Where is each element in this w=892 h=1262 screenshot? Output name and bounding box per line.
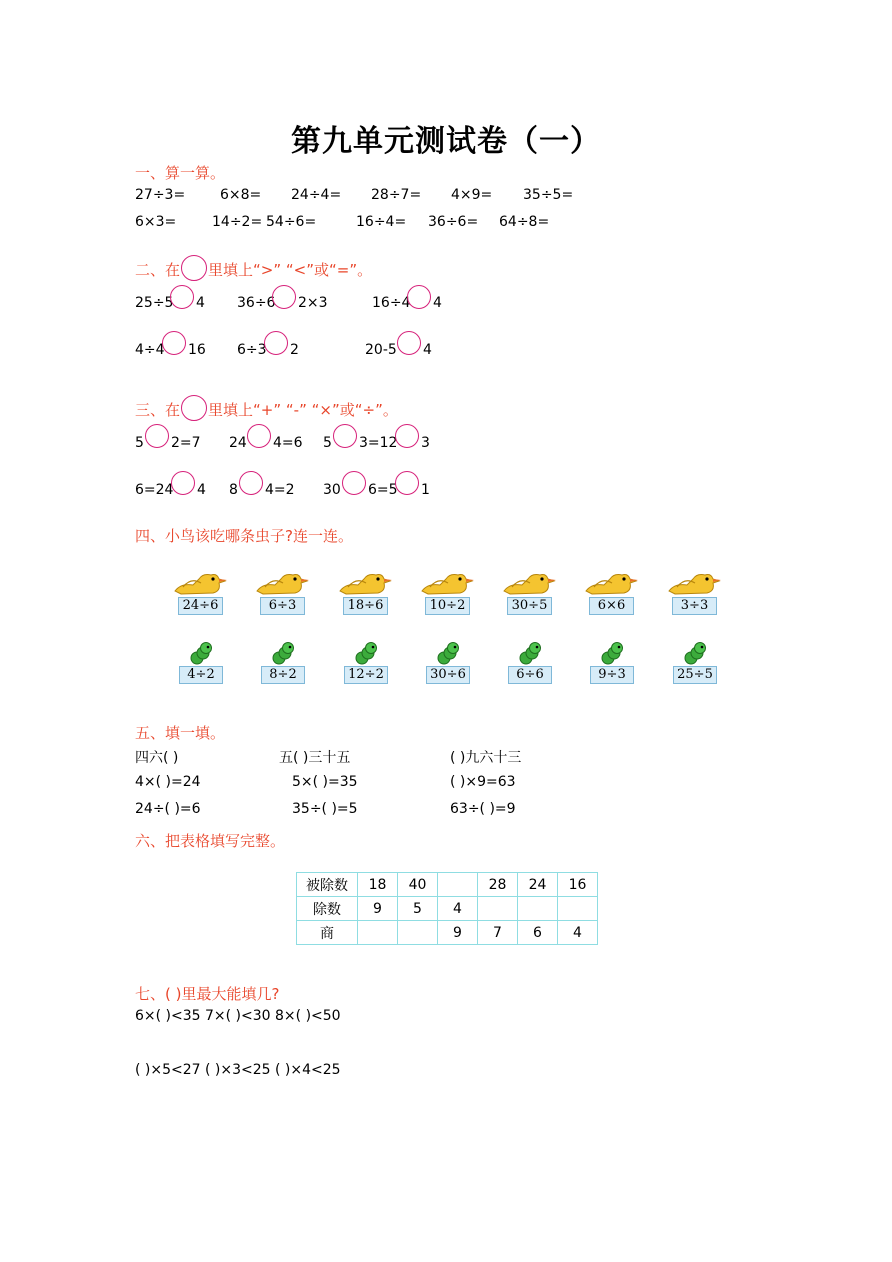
expr-part: 4=2 (265, 482, 295, 498)
table-cell: 6 (518, 921, 558, 945)
expr-part: 24 (229, 435, 247, 451)
calc-item: 16÷4= (356, 214, 407, 230)
compare-left: 16÷4 (372, 295, 411, 311)
table-row (297, 873, 598, 897)
calc-item: 35÷5= (523, 187, 574, 203)
worm-icon (683, 641, 709, 669)
fill-item: ( )九六十三 (450, 750, 522, 766)
worm-icon (354, 641, 380, 669)
table-row (297, 921, 598, 945)
section-6-heading: 六、把表格填写完整。 (135, 832, 286, 850)
worm-label[interactable]: 9÷3 (590, 666, 634, 684)
expr-part: 3 (421, 435, 430, 451)
bird-label[interactable]: 10÷2 (425, 597, 470, 615)
worm-label[interactable]: 12÷2 (344, 666, 388, 684)
compare-left: 6÷3 (237, 342, 267, 358)
inequality-row: ( )×5<27 ( )×3<25 ( )×4<25 (135, 1062, 341, 1078)
table-cell: 18 (358, 873, 398, 897)
table-cell[interactable] (358, 921, 398, 945)
compare-left: 4÷4 (135, 342, 165, 358)
fill-item: ( )×9=63 (450, 774, 516, 790)
answer-circle[interactable] (247, 424, 271, 448)
table-cell[interactable] (398, 921, 438, 945)
calc-item: 54÷6= (266, 214, 317, 230)
fill-item: 四六( ) (135, 750, 179, 766)
section-2-heading (135, 255, 372, 281)
bird-label[interactable]: 6×6 (589, 597, 634, 615)
compare-right: 2×3 (298, 295, 328, 311)
table-cell[interactable] (518, 897, 558, 921)
answer-circle[interactable] (264, 331, 288, 355)
expr-part: 6=24 (135, 482, 174, 498)
section-1-heading: 一、算一算。 (135, 164, 226, 182)
answer-circle[interactable] (407, 285, 431, 309)
worm-icon (518, 641, 544, 669)
table-row (297, 897, 598, 921)
calc-item: 64÷8= (499, 214, 550, 230)
expr-part: 4 (197, 482, 206, 498)
answer-circle[interactable] (145, 424, 169, 448)
page-title: 第九单元测试卷（一） (291, 124, 601, 159)
answer-circle[interactable] (395, 424, 419, 448)
fill-item: 35÷( )=5 (292, 801, 358, 817)
bird-label[interactable]: 6÷3 (260, 597, 305, 615)
calc-item: 27÷3= (135, 187, 186, 203)
expr-part: 30 (323, 482, 341, 498)
answer-circle[interactable] (272, 285, 296, 309)
worm-label[interactable]: 6÷6 (508, 666, 552, 684)
calc-item: 28÷7= (371, 187, 422, 203)
table-cell[interactable] (558, 897, 598, 921)
table-cell: 除数 (297, 897, 358, 921)
table-cell: 28 (478, 873, 518, 897)
fill-item: 5×( )=35 (292, 774, 358, 790)
table-cell: 5 (398, 897, 438, 921)
table-cell: 40 (398, 873, 438, 897)
table-cell: 9 (438, 921, 478, 945)
expr-part: 2=7 (171, 435, 201, 451)
bird-label[interactable]: 30÷5 (507, 597, 552, 615)
worm-label[interactable]: 4÷2 (179, 666, 223, 684)
expr-part: 6=5 (368, 482, 398, 498)
table-cell[interactable] (478, 897, 518, 921)
calc-item: 24÷4= (291, 187, 342, 203)
worm-icon (436, 641, 462, 669)
calc-item: 36÷6= (428, 214, 479, 230)
compare-right: 4 (423, 342, 432, 358)
division-table (296, 872, 598, 945)
table-cell: 4 (558, 921, 598, 945)
worm-label[interactable]: 30÷6 (426, 666, 470, 684)
table-cell: 9 (358, 897, 398, 921)
compare-right: 16 (188, 342, 206, 358)
section-5-heading: 五、填一填。 (135, 724, 226, 742)
expr-part: 3=12 (359, 435, 398, 451)
answer-circle[interactable] (342, 471, 366, 495)
compare-right: 4 (196, 295, 205, 311)
fill-item: 63÷( )=9 (450, 801, 516, 817)
bird-label[interactable]: 3÷3 (672, 597, 717, 615)
circle-icon (181, 255, 207, 281)
calc-item: 4×9= (451, 187, 493, 203)
compare-left: 20-5 (365, 342, 397, 358)
worm-label[interactable]: 25÷5 (673, 666, 717, 684)
worm-label[interactable]: 8÷2 (261, 666, 305, 684)
section-7-heading: 七、( )里最大能填几? (135, 985, 280, 1003)
compare-right: 2 (290, 342, 299, 358)
section-3-heading (135, 395, 398, 421)
table-cell: 被除数 (297, 873, 358, 897)
calc-item: 14÷2= (212, 214, 263, 230)
heading-text: 二、在 (135, 261, 181, 279)
table-cell: 24 (518, 873, 558, 897)
compare-left: 25÷5 (135, 295, 174, 311)
fill-item: 4×( )=24 (135, 774, 201, 790)
table-cell: 4 (438, 897, 478, 921)
fill-item: 24÷( )=6 (135, 801, 201, 817)
table-cell[interactable] (438, 873, 478, 897)
inequality-row: 6×( )<35 7×( )<30 8×( )<50 (135, 1008, 341, 1024)
table-cell: 7 (478, 921, 518, 945)
answer-circle[interactable] (162, 331, 186, 355)
section-4-heading: 四、小鸟该吃哪条虫子?连一连。 (135, 527, 353, 545)
expr-part: 5 (323, 435, 332, 451)
worm-icon (271, 641, 297, 669)
expr-part: 1 (421, 482, 430, 498)
bird-label[interactable]: 24÷6 (178, 597, 223, 615)
compare-left: 36÷6 (237, 295, 276, 311)
table-cell: 16 (558, 873, 598, 897)
table-cell: 商 (297, 921, 358, 945)
expr-part: 5 (135, 435, 144, 451)
heading-text: 里填上“+” “-” “×”或“÷”。 (208, 401, 398, 419)
answer-circle[interactable] (333, 424, 357, 448)
answer-circle[interactable] (170, 285, 194, 309)
heading-text: 三、在 (135, 401, 181, 419)
compare-right: 4 (433, 295, 442, 311)
fill-item: 五( )三十五 (279, 750, 351, 766)
answer-circle[interactable] (395, 471, 419, 495)
calc-item: 6×3= (135, 214, 177, 230)
circle-icon (181, 395, 207, 421)
calc-item: 6×8= (220, 187, 262, 203)
expr-part: 8 (229, 482, 238, 498)
worm-icon (600, 641, 626, 669)
bird-label[interactable]: 18÷6 (343, 597, 388, 615)
expr-part: 4=6 (273, 435, 303, 451)
heading-text: 里填上“>” “<”或“=”。 (208, 261, 373, 279)
answer-circle[interactable] (397, 331, 421, 355)
answer-circle[interactable] (239, 471, 263, 495)
answer-circle[interactable] (171, 471, 195, 495)
worm-icon (189, 641, 215, 669)
